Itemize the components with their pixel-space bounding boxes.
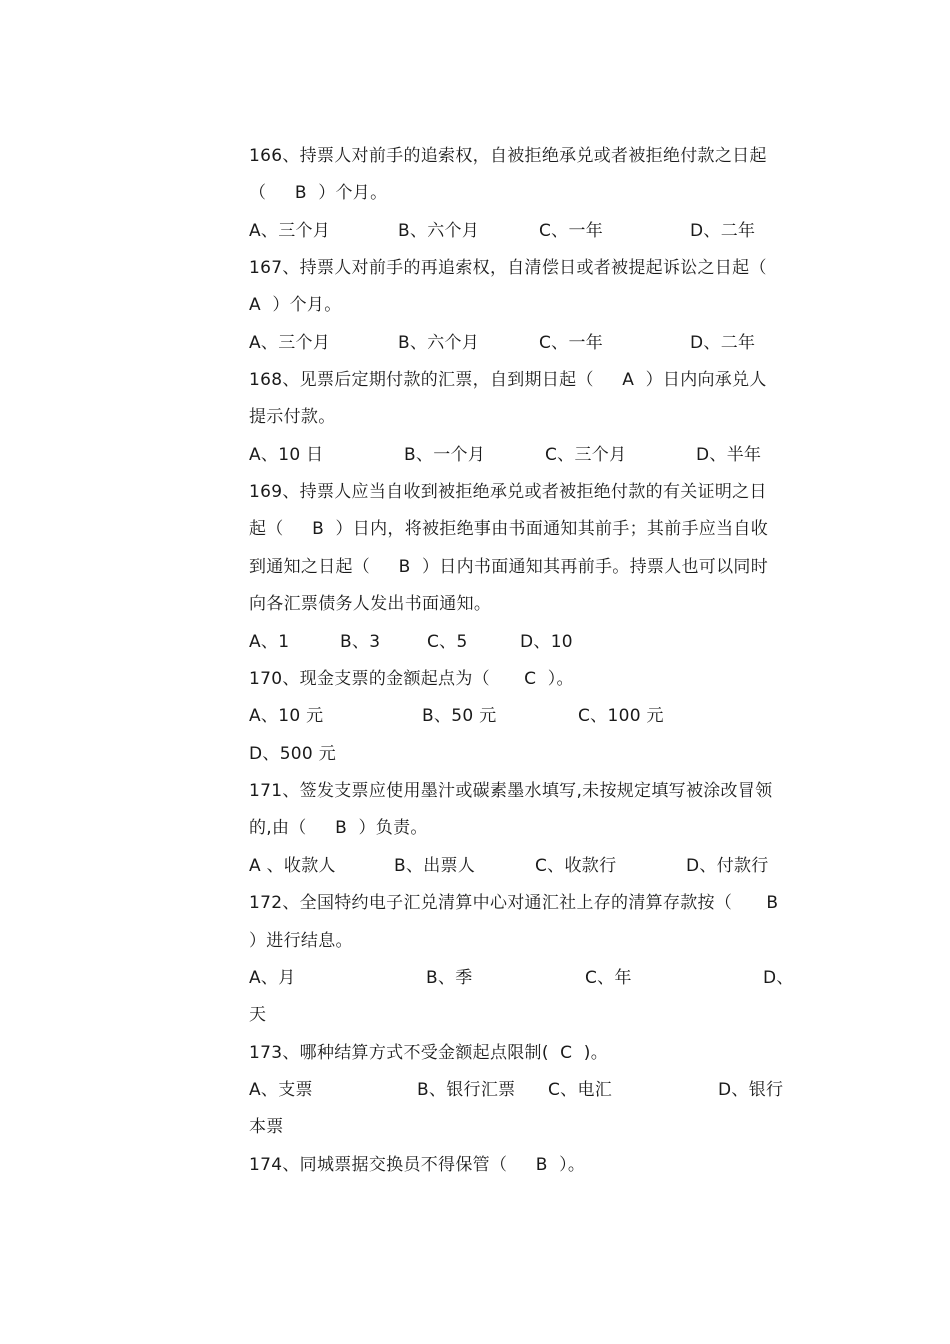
q166-stem-line2: （ B ）个月。: [249, 183, 388, 203]
option-a: A、支票: [249, 1080, 313, 1100]
q170-stem: 170、现金支票的金额起点为（ C ）。: [249, 669, 574, 689]
q168-options: [249, 443, 762, 467]
option-a: A 、收款人: [249, 856, 336, 876]
q167-stem-line2: A ）个月。: [249, 295, 342, 315]
option-c: C、100 元: [578, 706, 664, 726]
option-a: A、10 元: [249, 706, 324, 726]
q171-stem-line2: 的,由（ B ）负责。: [249, 818, 428, 838]
option-a: A、三个月: [249, 221, 331, 241]
option-d: D、银行: [718, 1080, 784, 1100]
option-b: B、六个月: [398, 333, 480, 353]
option-a: A、月: [249, 968, 296, 988]
q172-options: [249, 966, 794, 990]
option-d: D、10: [520, 632, 573, 652]
option-b: B、出票人: [394, 856, 476, 876]
q171-options: [249, 854, 769, 878]
q173-stem: 173、哪种结算方式不受金额起点限制( C )。: [249, 1043, 608, 1063]
option-b: B、一个月: [404, 445, 486, 465]
q166-options: [249, 219, 756, 243]
option-d: D、二年: [690, 333, 756, 353]
q173-option-d-cont: 本票: [249, 1117, 284, 1137]
option-a: A、1: [249, 632, 290, 652]
q170-option-d: D、500 元: [249, 744, 337, 764]
option-b: B、季: [426, 968, 473, 988]
q167-stem-line1: 167、持票人对前手的再追索权，自清偿日或者被提起诉讼之日起（: [249, 258, 767, 278]
option-b: B、六个月: [398, 221, 480, 241]
q174-stem: 174、同城票据交换员不得保管（ B ）。: [249, 1155, 586, 1175]
option-a: A、10 日: [249, 445, 324, 465]
option-d: D、: [763, 968, 794, 988]
q170-options: [249, 704, 664, 728]
q169-stem-line1: 169、持票人应当自收到被拒绝承兑或者被拒绝付款的有关证明之日: [249, 482, 767, 502]
option-c: C、电汇: [548, 1080, 613, 1100]
option-a: A、三个月: [249, 333, 331, 353]
q172-stem-line2: ）进行结息。: [249, 931, 353, 951]
q172-stem-line1: 172、全国特约电子汇兑清算中心对通汇社上存的清算存款按（ B: [249, 893, 779, 913]
q166-stem-line1: 166、持票人对前手的追索权，自被拒绝承兑或者被拒绝付款之日起: [249, 146, 767, 166]
q171-stem-line1: 171、签发支票应使用墨汁或碳素墨水填写,未按规定填写被涂改冒领: [249, 781, 773, 801]
option-c: C、年: [585, 968, 632, 988]
q167-options: [249, 331, 756, 355]
option-c: C、三个月: [545, 445, 627, 465]
option-d: D、二年: [690, 221, 756, 241]
option-c: C、一年: [539, 221, 604, 241]
q169-stem-line2: 起（ B ）日内，将被拒绝事由书面通知其前手；其前手应当自收: [249, 519, 768, 539]
q169-stem-line3: 到通知之日起（ B ）日内书面通知其再前手。持票人也可以同时: [249, 557, 768, 577]
option-c: C、一年: [539, 333, 604, 353]
q169-stem-line4: 向各汇票债务人发出书面通知。: [249, 594, 492, 614]
option-d: D、半年: [696, 445, 762, 465]
option-b: B、3: [340, 632, 381, 652]
option-c: C、5: [427, 632, 468, 652]
q168-stem-line2: 提示付款。: [249, 407, 336, 427]
option-b: B、50 元: [422, 706, 497, 726]
option-b: B、银行汇票: [417, 1080, 516, 1100]
q169-options: [249, 630, 573, 654]
q168-stem-line1: 168、见票后定期付款的汇票，自到期日起（ A ）日内向承兑人: [249, 370, 767, 390]
q172-option-d-cont: 天: [249, 1005, 267, 1025]
q173-options: [249, 1078, 784, 1102]
option-d: D、付款行: [686, 856, 769, 876]
option-c: C、收款行: [535, 856, 617, 876]
